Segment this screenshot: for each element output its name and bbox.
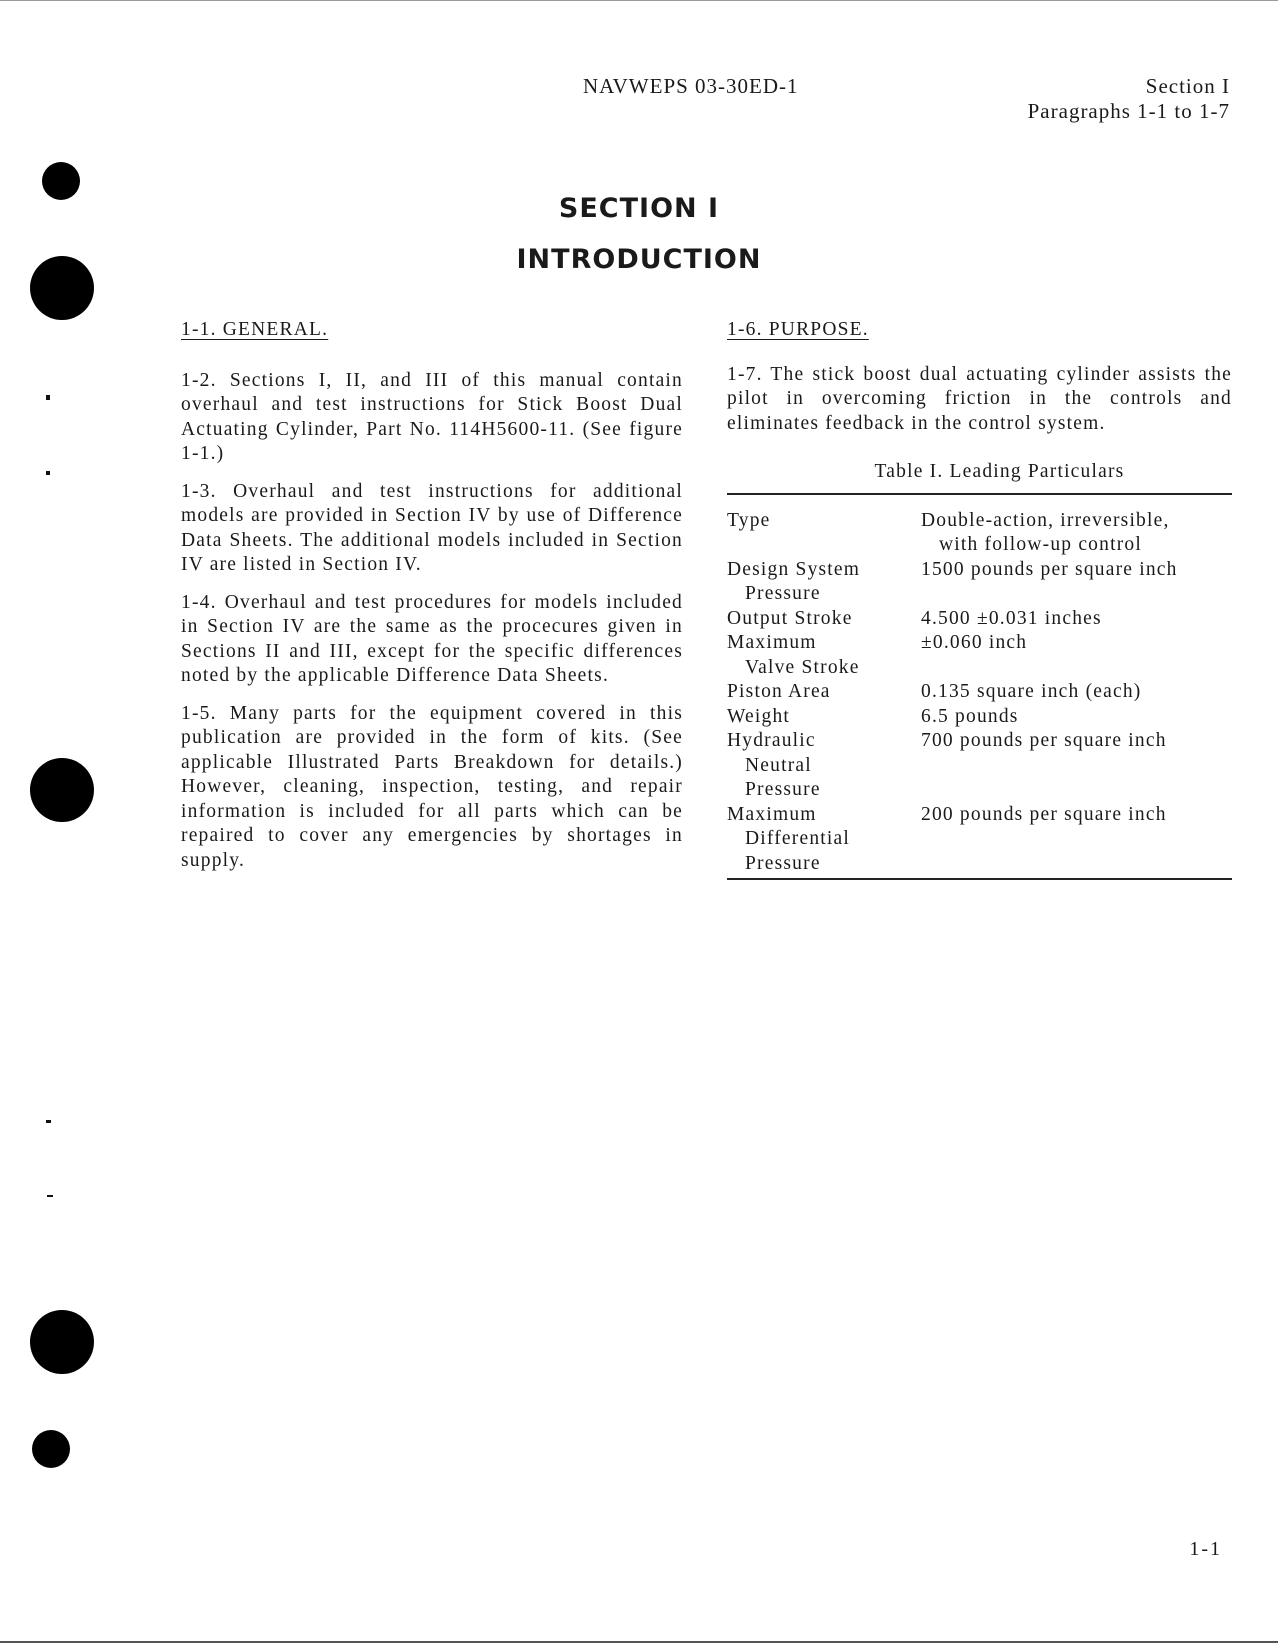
particular-label-line: Pressure: [745, 583, 821, 604]
left-column: [181, 318, 683, 886]
table-row: [727, 803, 1232, 877]
right-column: [727, 318, 1232, 880]
particular-value-line: 1500 pounds per square inch: [921, 558, 1178, 580]
particular-value: [921, 509, 1232, 558]
particular-label-line: Pressure: [745, 852, 821, 874]
paragraph-1-7: 1-7. The stick boost dual actuating cylinder assists the pilot in overcoming friction in the controls and eliminates feedback in the control system.: [727, 363, 1232, 434]
paragraph-1-4: 1-4. Overhaul and test procedures for models included in Section IV are the same as the procecures given in Sections II and III, except for the specific differences noted by the applicable Difference Data Sheets.: [181, 591, 683, 686]
page-number: 1-1: [1189, 1538, 1222, 1560]
particular-label: [727, 680, 921, 705]
particular-value: [921, 803, 1232, 877]
table-row: [727, 729, 1232, 803]
doc-number: NAVWEPS 03-30ED-1: [583, 74, 799, 98]
table-row: [727, 558, 1232, 607]
particular-value: [921, 680, 1232, 705]
particular-value-line: Double-action, irreversible,: [921, 509, 1170, 531]
binder-hole: [32, 1430, 70, 1468]
particular-value: [921, 607, 1232, 632]
particular-label-line: Output Stroke: [727, 607, 853, 629]
particular-value-line: 0.135 square inch (each): [921, 681, 1142, 702]
particular-value: [921, 729, 1232, 803]
particular-label-line: Design System: [727, 558, 861, 580]
header-section-label: Section I: [1145, 74, 1230, 98]
table-top-rule: [727, 493, 1232, 495]
particular-label: [727, 558, 921, 607]
paragraph-1-2: 1-2. Sections I, II, and III of this manual contain overhaul and test instructions for Stick Boost Dual Actuating Cylinder, Part No. 114H5600-11. (See figure 1-1.): [181, 369, 683, 464]
top-edge-line: [0, 0, 1278, 1]
particular-label-line: Maximum: [727, 803, 817, 825]
particular-label: [727, 705, 921, 730]
purpose-heading: 1-6. PURPOSE.: [727, 319, 869, 340]
particular-label-line: Hydraulic: [727, 730, 816, 751]
particular-label-line: Type: [727, 509, 771, 531]
speck: [46, 471, 50, 475]
particular-value-line: 6.5 pounds: [921, 705, 1019, 727]
particular-label-line: Valve Stroke: [745, 656, 860, 678]
particular-label-line: Neutral: [745, 754, 812, 776]
section-title: SECTION I: [558, 193, 720, 224]
table-row: [727, 607, 1232, 632]
header-paragraphs-label: Paragraphs 1-1 to 1-7: [1027, 99, 1230, 123]
particular-label-line: Pressure: [745, 779, 821, 800]
particular-value-line: 4.500 ±0.031 inches: [921, 607, 1102, 629]
particular-label: [727, 509, 921, 558]
particular-label-line: Maximum: [727, 632, 817, 653]
paragraph-1-5: 1-5. Many parts for the equipment covered in this publication are provided in the form of kits. (See applicable Illustrated Parts Breakdown for details.) However, cleaning, inspection, testing, and repair information is included for all parts which can be repaired to cover any emergencies by shortages in supply.: [181, 702, 683, 871]
speck: [46, 1120, 51, 1123]
particular-label-line: Differential: [745, 828, 850, 849]
table-caption: Table I. Leading Particulars: [874, 461, 1125, 482]
particular-value: [921, 705, 1232, 730]
table-row: [727, 509, 1232, 558]
header-section-info: [1028, 74, 1230, 124]
table-row: [727, 631, 1232, 680]
speck: [46, 395, 50, 400]
particular-value-line: ±0.060 inch: [921, 632, 1028, 653]
section-subtitle: INTRODUCTION: [516, 244, 762, 275]
binder-hole: [30, 758, 94, 822]
particular-value-line: 200 pounds per square inch: [921, 803, 1167, 825]
particular-label-line: Piston Area: [727, 681, 831, 702]
table-row: [727, 680, 1232, 705]
binder-hole: [30, 1310, 94, 1374]
particular-label: [727, 729, 921, 803]
particular-value: [921, 631, 1232, 680]
speck: [47, 1195, 53, 1197]
general-heading: 1-1. GENERAL.: [181, 319, 329, 340]
leading-particulars-table: [727, 509, 1232, 877]
table-bottom-rule: [727, 878, 1232, 880]
particular-label: [727, 607, 921, 632]
particular-label: [727, 803, 921, 877]
particular-label-line: Weight: [727, 705, 791, 727]
table-row: [727, 705, 1232, 730]
particular-value: [921, 558, 1232, 607]
paragraph-1-3: 1-3. Overhaul and test instructions for additional models are provided in Section IV by use of Difference Data Sheets. The additional models included in Section IV are listed in Section IV.: [181, 480, 683, 575]
particular-label: [727, 631, 921, 680]
particular-value-line: with follow-up control: [939, 534, 1142, 555]
particular-value-line: 700 pounds per square inch: [921, 730, 1167, 751]
bottom-edge-line: [0, 1641, 1278, 1643]
